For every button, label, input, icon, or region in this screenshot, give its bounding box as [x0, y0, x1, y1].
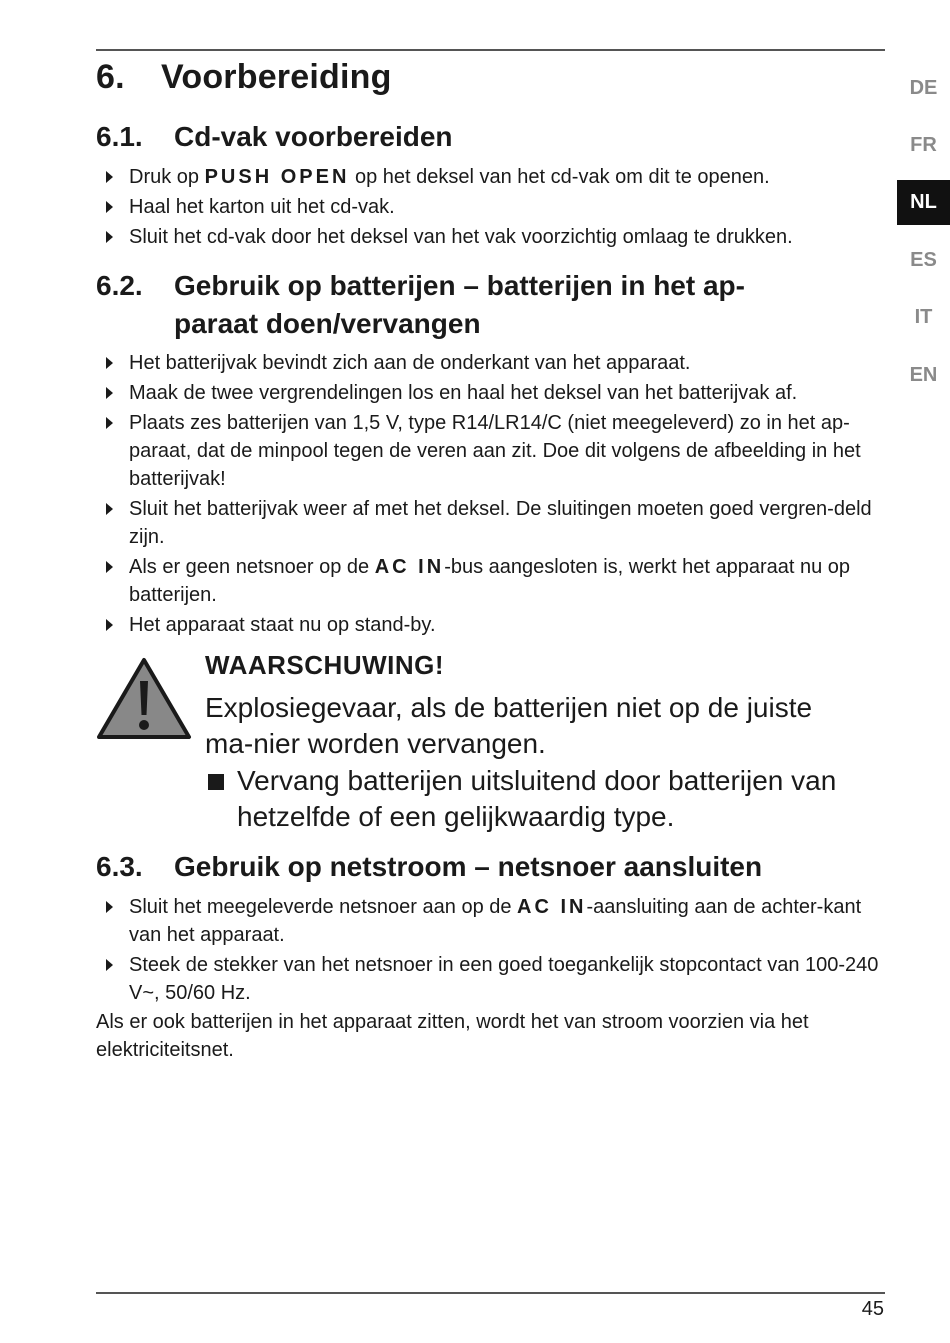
- list-item: Het apparaat staat nu op stand-by.: [96, 611, 886, 639]
- section-heading-6-2: 6.2. Gebruik op batterijen – batterijen in het ap- paraat doen/vervangen: [96, 270, 745, 339]
- list-item: Plaats zes batterijen van 1,5 V, type R14/LR14/C (niet meegeleverd) zo in het ap-paraat, dat de minpool tegen de veren aan zit. Doe dit volgens de afbeelding in het batterijvak!: [96, 409, 886, 493]
- key-label: PUSH OPEN: [204, 166, 350, 188]
- section-heading-6-3: 6.3. Gebruik op netstroom – netsnoer aansluiten: [96, 851, 763, 882]
- list-item: Maak de twee vergrendelingen los en haal het deksel van het batterijvak af.: [96, 379, 886, 407]
- tab-nl[interactable]: NL: [897, 180, 950, 225]
- section-heading-6-1: 6.1. Cd-vak voorbereiden: [96, 121, 453, 152]
- warning-item: Vervang batterijen uitsluitend door batterijen van hetzelfde of een gelijkwaardig type.: [205, 763, 865, 835]
- tab-en[interactable]: EN: [909, 364, 938, 386]
- arrow-bullet-icon: [106, 561, 113, 573]
- top-rule: [96, 49, 885, 51]
- list-item: Sluit het meegeleverde netsnoer aan op de AC IN-aansluiting aan de achter-kant van het apparaat.: [96, 893, 886, 949]
- tab-de[interactable]: DE: [909, 77, 938, 99]
- arrow-bullet-icon: [106, 387, 113, 399]
- key-label: AC IN: [374, 556, 445, 578]
- list-item: Als er geen netsnoer op de AC IN-bus aangesloten is, werkt het apparaat nu op batterijen.: [96, 553, 886, 609]
- square-bullet-icon: [208, 774, 224, 790]
- tab-es[interactable]: ES: [910, 249, 937, 271]
- arrow-bullet-icon: [106, 503, 113, 515]
- list-item: Sluit het cd-vak door het deksel van het vak voorzichtig omlaag te drukken.: [96, 223, 886, 251]
- list-item: Druk op PUSH OPEN op het deksel van het cd-vak om dit te openen.: [96, 163, 886, 191]
- arrow-bullet-icon: [106, 201, 113, 213]
- arrow-bullet-icon: [106, 231, 113, 243]
- warning-title: WAARSCHUWING!: [205, 650, 445, 680]
- page-number: 45: [861, 1298, 884, 1320]
- bottom-rule: [96, 1292, 885, 1294]
- warning-text: Explosiegevaar, als de batterijen niet op de juiste ma-nier worden vervangen.: [205, 692, 813, 759]
- list-item: Het batterijvak bevindt zich aan de onderkant van het apparaat.: [96, 349, 886, 377]
- tab-it[interactable]: IT: [914, 306, 933, 328]
- section-6-3-list: [96, 893, 886, 1009]
- arrow-bullet-icon: [106, 959, 113, 971]
- list-item: Haal het karton uit het cd-vak.: [96, 193, 886, 221]
- list-item: Steek de stekker van het netsnoer in een goed toegankelijk stopcontact van 100-240 V~, 50/60 Hz.: [96, 951, 886, 1007]
- section-6-1-list: [96, 163, 886, 253]
- tab-fr[interactable]: FR: [910, 134, 937, 156]
- section-6-3-note: Als er ook batterijen in het apparaat zitten, wordt het van stroom voorzien via het elektriciteitsnet.: [96, 1011, 809, 1061]
- arrow-bullet-icon: [106, 901, 113, 913]
- arrow-bullet-icon: [106, 619, 113, 631]
- arrow-bullet-icon: [106, 357, 113, 369]
- section-6-2-list: [96, 349, 886, 641]
- warning-triangle-icon: [96, 657, 192, 741]
- page-title: 6. Voorbereiding: [96, 58, 392, 96]
- list-item: Sluit het batterijvak weer af met het deksel. De sluitingen moeten goed vergren-deld zijn.: [96, 495, 886, 551]
- key-label: AC IN: [517, 896, 587, 918]
- arrow-bullet-icon: [106, 417, 113, 429]
- arrow-bullet-icon: [106, 171, 113, 183]
